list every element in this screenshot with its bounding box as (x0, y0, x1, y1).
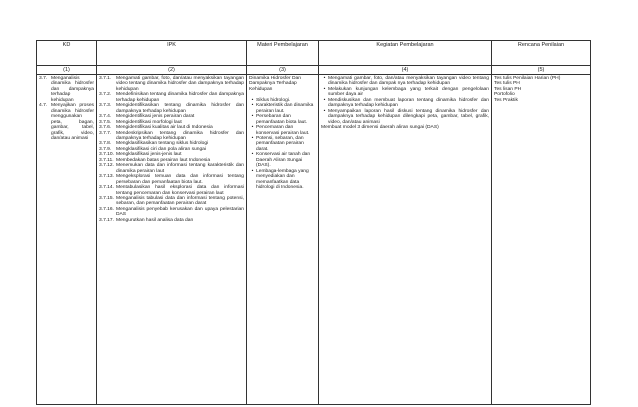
ipk-text: Mengklasifikasi ciri dan pola aliran sungai (116, 146, 206, 152)
materi-text: Pencemaran dan konservasi perairan laut. (256, 125, 310, 136)
kd-text: Menyajikan proses dinamika hidrosfer menggunakan peta, bagan, gambar, tabel, grafik, video, dan/atau animasi (51, 103, 94, 141)
penilaian-item: Tes lisan PH (494, 86, 522, 92)
ipk-list (99, 76, 244, 223)
ipk-number: 3.7.6. (99, 125, 112, 131)
materi-item (249, 136, 316, 152)
column-number: (4) (319, 66, 492, 75)
ipk-item (99, 76, 244, 92)
bullet-icon: • (251, 168, 254, 174)
kd-list (39, 76, 94, 141)
materi-item (249, 169, 316, 191)
ipk-text: Mengurutkan hasil analisa data dan (116, 217, 194, 223)
header-penilaian: Rencana Penilaian (492, 41, 591, 66)
header-materi: Materi Pembelajaran (247, 41, 319, 66)
penilaian-item: Tes Praktik (494, 97, 518, 103)
materi-text: Siklus hidrologi. (256, 97, 291, 103)
materi-text: Persebaran dan pemanfaatan biota laut. (256, 114, 308, 125)
materi-text: Potensi, sebaran, dan pemanfaatan perairan darat. (256, 135, 304, 152)
ipk-text: Mendefinisikan tentang dinamika hidrosfer dan dampaknya terhadap kehidupan (116, 92, 244, 103)
ipk-number: 3.7.17. (99, 217, 114, 223)
kegiatan-item (321, 109, 489, 125)
materi-item (249, 125, 316, 136)
ipk-text: Mendeskripsikan tentang dinamika hidrosfer dan dampaknya terhadap kehidupan (116, 130, 244, 141)
ipk-text: Mengklasifikasi jenis-jenis laut (116, 152, 182, 158)
ipk-text: Mengidentifikasikan tentang dinamika hidrosfer dan dampaknya terhadap kehidupan (116, 103, 244, 114)
bullet-icon: • (323, 97, 326, 103)
materi-item (249, 103, 316, 114)
header-row (37, 41, 591, 66)
kegiatan-text: Menyampaikan laporan hasil diskusi tentang dinamika hidrosfer dan dampaknya terhadap kehidupan dilengkapi peta, gambar, tabel, grafik, video, dan/atau animasi (328, 108, 489, 125)
ipk-text: Mengklasifikasikan tentang siklus hidrologi (116, 141, 209, 147)
ipk-cell (97, 75, 247, 405)
ipk-number: 3.7.9. (99, 146, 112, 152)
penilaian-item: Tes tulis PH (494, 81, 520, 87)
ipk-item (99, 131, 244, 142)
ipk-number: 3.7.12. (99, 163, 114, 169)
ipk-text: Menemukan data dan informasi tentang karakteristik dan dinamika perairan laut (116, 163, 244, 174)
kegiatan-item (321, 98, 489, 109)
ipk-item (99, 207, 244, 218)
header-kd: KD (37, 41, 97, 66)
kd-text: Menganalisis dinamika hidrosfer dan dampaknya terhadap kehidupan (51, 76, 94, 103)
materi-item (249, 152, 316, 168)
column-number: (2) (97, 66, 247, 75)
ipk-number: 3.7.7. (99, 130, 112, 136)
ipk-number: 3.7.11. (99, 157, 114, 163)
ipk-text: Mengidentifikasi jenis perairan darat (116, 114, 195, 120)
penilaian-cell (492, 75, 591, 405)
kd-cell (37, 75, 97, 405)
materi-text: Karakteristik dan dinamika perairan laut. (256, 103, 314, 114)
ipk-number: 3.7.5. (99, 119, 112, 125)
materi-cell (247, 75, 319, 405)
bullet-icon: • (323, 108, 326, 114)
bullet-icon: • (251, 152, 254, 158)
materi-text: Konservasi air tanah dan Daerah Aliran Sungai (DAS). (256, 152, 311, 169)
materi-intro: Dinamika Hidrosfer Dan Dampaknya Terhadap Kehidupan (249, 76, 301, 92)
header-kegiatan: Kegiatan Pembelajaran (319, 41, 492, 66)
column-number: (5) (492, 66, 591, 75)
kegiatan-item (321, 76, 489, 87)
ipk-number: 3.7.14. (99, 185, 114, 191)
ipk-item (99, 174, 244, 185)
kd-number: 3.7. (39, 76, 48, 81)
header-ipk: IPK (97, 41, 247, 66)
ipk-number: 3.7.4. (99, 114, 112, 120)
kd-item (39, 76, 94, 103)
kegiatan-list (321, 76, 489, 125)
ipk-number: 3.7.10. (99, 152, 114, 158)
ipk-text: Menganalisis tabulasi data dan informasi tentang potensi, sebaran, dan pemanfaatan perairan darat (116, 195, 244, 207)
ipk-item (99, 163, 244, 174)
bullet-icon: • (323, 76, 326, 81)
column-number: (3) (247, 66, 319, 75)
kegiatan-text: Melakukan kunjungan kelembaga yang terkait dengan pengelolaan sumber daya air (328, 86, 489, 98)
lesson-plan-table (36, 40, 591, 405)
bullet-icon: • (251, 125, 254, 131)
bullet-icon: • (251, 114, 254, 120)
kd-item (39, 103, 94, 141)
bullet-icon: • (251, 103, 254, 109)
ipk-number: 3.7.8. (99, 141, 112, 147)
bullet-icon: • (251, 97, 254, 103)
kegiatan-item (321, 87, 489, 98)
ipk-item (99, 218, 244, 223)
kd-number: 4.7. (39, 103, 48, 109)
ipk-item (99, 196, 244, 207)
ipk-item (99, 103, 244, 114)
ipk-text: Menganalisis penyebab kerusakan dan upaya pelestarian DAS (116, 206, 244, 218)
materi-list (249, 98, 316, 191)
ipk-number: 3.7.2. (99, 92, 112, 98)
ipk-item (99, 92, 244, 103)
materi-text: Lembaga-lembaga yang menyediakan dan memanfaatkan data hidrologi di Indonesia. (256, 168, 309, 191)
penilaian-item: Portofolio (494, 92, 515, 98)
ipk-text: Mentabulasikan hasil eksplorasi data dan informasi tentang pencemaran dan konservasi perairan laut (116, 185, 244, 196)
materi-item (249, 114, 316, 125)
content-row (37, 75, 591, 405)
ipk-text: Membedakan batas perairan laut Indonesia (116, 157, 211, 163)
ipk-text: Mengidentifikasi morfologi laut (116, 119, 182, 125)
ipk-text: Mengeksplorasi temuan data dan informasi tentang persebaran dan pemanfaatan biota laut. (116, 174, 244, 185)
ipk-text: Mengamati gambar, foto, dan/atau menyaksikan tayangan video tentang dinamika hidrosfer dan dampaknya terhadap kehidupan (116, 76, 244, 92)
kegiatan-text: Mendiskusikan dan membuat laporan tentang dinamika hidrosfer dan dampaknya terhadap kehidupan (328, 97, 489, 109)
ipk-number: 3.7.1. (99, 76, 112, 81)
column-number-row (37, 66, 591, 75)
penilaian-item: Tes tulis Penilaian Harian (PH) (494, 76, 561, 81)
kegiatan-continuation: Membuat model 3 dimensi daerah aliran sungai (DAS) (321, 125, 439, 131)
ipk-number: 3.7.13. (99, 174, 114, 180)
column-number: (1) (37, 66, 97, 75)
bullet-icon: • (251, 135, 254, 141)
ipk-number: 3.7.15. (99, 195, 114, 201)
kegiatan-text: Mengamati gambar, foto, dan/atau menyaksikan tayangan video tentang dinamika hidrosfer dan dampak nya terhadap kehidupan (328, 76, 489, 87)
ipk-text: Mengidentifikasi kualitas air laut di Indonesia (116, 125, 213, 131)
ipk-item (99, 185, 244, 196)
ipk-number: 3.7.16. (99, 206, 114, 212)
kegiatan-cell (319, 75, 492, 405)
ipk-number: 3.7.3. (99, 103, 112, 109)
bullet-icon: • (323, 86, 326, 92)
